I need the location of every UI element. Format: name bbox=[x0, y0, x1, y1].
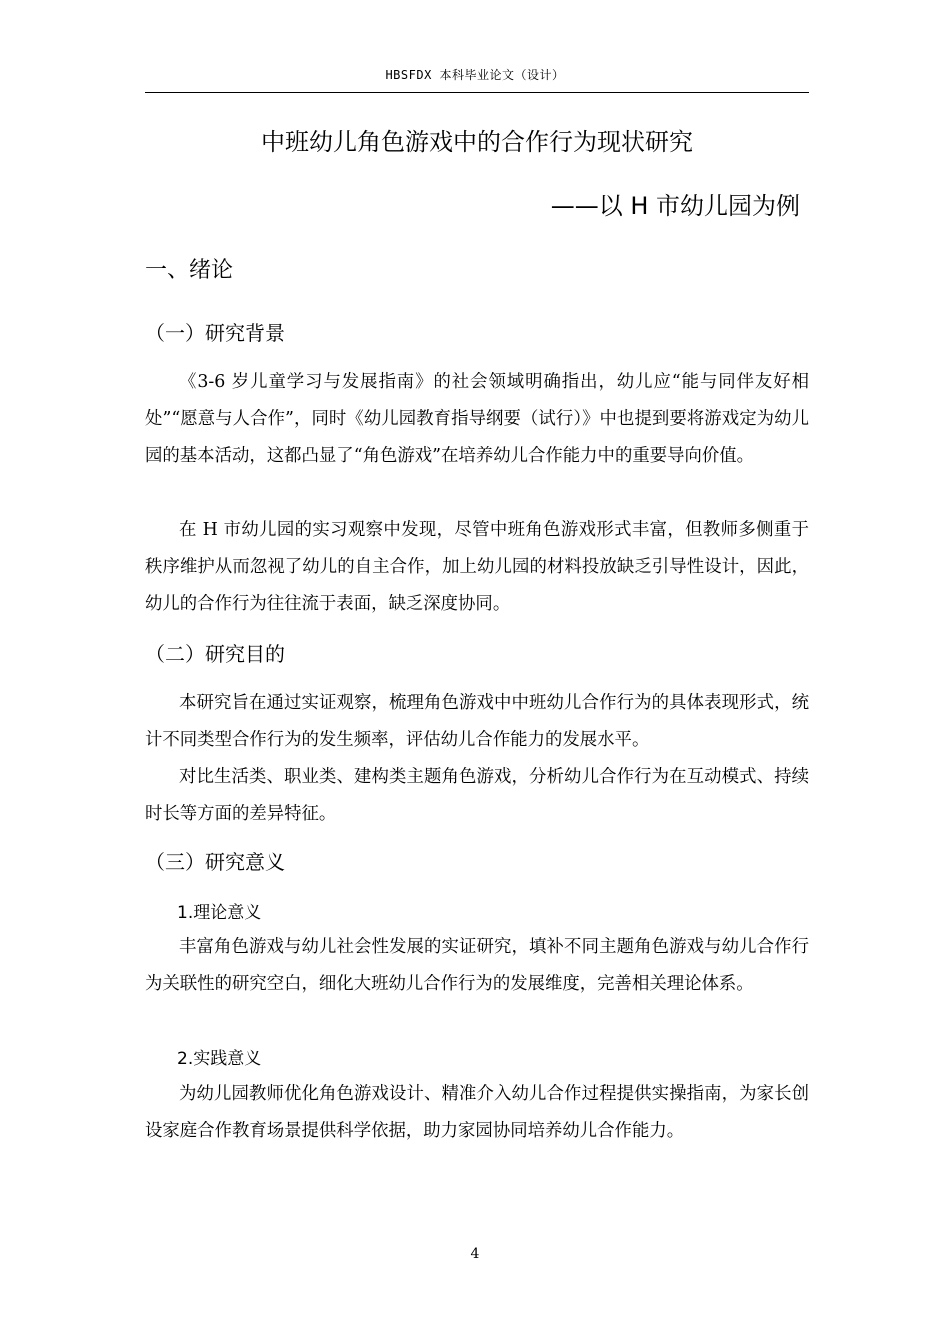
page-number: 4 bbox=[470, 1246, 480, 1262]
purpose-paragraph-2: 对比生活类、职业类、建构类主题角色游戏，分析幼儿合作行为在互动模式、持续时长等方面的差异特征。 bbox=[145, 767, 809, 824]
header-rule bbox=[145, 92, 809, 93]
background-paragraph-1: 《3-6 岁儿童学习与发展指南》的社会领域明确指出，幼儿应“能与同伴友好相处”“愿意与人合作”，同时《幼儿园教育指导纲要（试行）》中也提到要将游戏定为幼儿园的基本活动，这都凸显了“角色游戏”在培养幼儿合作能力中的重要导向价值。 bbox=[145, 372, 809, 466]
section-heading-significance: （三）研究意义 bbox=[145, 850, 285, 874]
chapter-heading-introduction: 一、绪论 bbox=[145, 258, 234, 283]
theory-paragraph: 丰富角色游戏与幼儿社会性发展的实证研究，填补不同主题角色游戏与幼儿合作行为关联性的研究空白，细化大班幼儿合作行为的发展维度，完善相关理论体系。 bbox=[145, 937, 809, 994]
purpose-paragraph-1: 本研究旨在通过实证观察，梳理角色游戏中中班幼儿合作行为的具体表现形式，统计不同类型合作行为的发生频率，评估幼儿合作能力的发展水平。 bbox=[145, 693, 809, 750]
section-heading-purpose: （二）研究目的 bbox=[145, 642, 285, 666]
running-header: HBSFDX 本科毕业论文（设计） bbox=[385, 68, 565, 82]
subsection-heading-theory: 1.理论意义 bbox=[177, 903, 262, 923]
subsection-heading-practice: 2.实践意义 bbox=[177, 1049, 262, 1069]
document-title: 中班幼儿角色游戏中的合作行为现状研究 bbox=[261, 128, 693, 156]
section-heading-background: （一）研究背景 bbox=[145, 321, 285, 345]
background-paragraph-2: 在 H 市幼儿园的实习观察中发现，尽管中班角色游戏形式丰富，但教师多侧重于秩序维护从而忽视了幼儿的自主合作，加上幼儿园的材料投放缺乏引导性设计，因此，幼儿的合作行为往往流于表面，缺乏深度协同。 bbox=[145, 520, 809, 614]
document-subtitle: ——以 H 市幼儿园为例 bbox=[550, 192, 800, 220]
practice-paragraph: 为幼儿园教师优化角色游戏设计、精准介入幼儿合作过程提供实操指南，为家长创设家庭合作教育场景提供科学依据，助力家园协同培养幼儿合作能力。 bbox=[145, 1084, 809, 1141]
